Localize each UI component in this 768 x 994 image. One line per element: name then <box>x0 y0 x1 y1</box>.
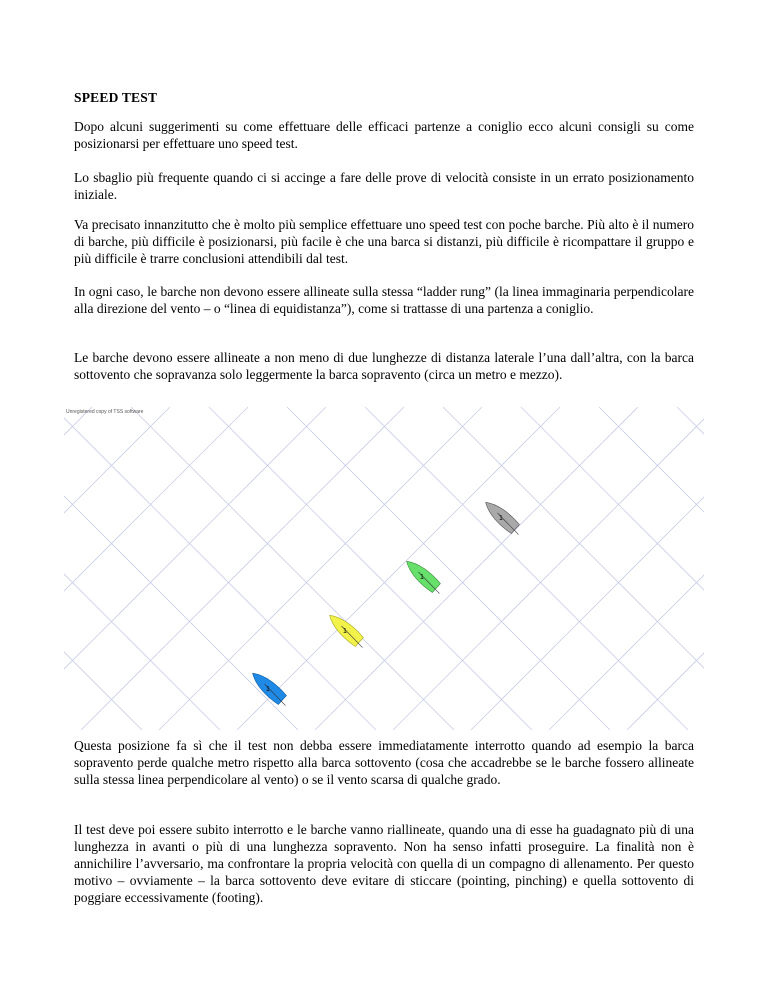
boat-blue <box>248 668 291 709</box>
paragraph: Dopo alcuni suggerimenti su come effettuare delle efficaci partenze a coniglio ecco alcuni consigli su come posizionarsi per effettuare uno speed test. <box>74 119 694 151</box>
watermark-text: Unregistered copy of TSS software <box>66 409 144 415</box>
boat-positioning-figure <box>64 407 704 730</box>
boat-number: 1 <box>499 515 503 522</box>
paragraph: Il test deve poi essere subito interrotto e le barche vanno riallineate, quando una di esse ha guadagnato più di una lunghezza in avanti o più di una lunghezza sopravento. Non ha senso infatti proseguire. La finalità non è annichilire l’avversario, ma confrontare la propria velocità con quella di un compagno di allenamento. Per questo motivo – ovviamente – la barca sottovento deve evitare di sticcare (pointing, pinching) e quella sottovento di poggiare eccessivamente (footing). <box>74 822 694 905</box>
boat-yellow <box>325 610 368 651</box>
grid-line <box>287 407 610 730</box>
boat-number: 1 <box>266 686 270 693</box>
grid-line <box>131 407 454 730</box>
figure-canvas <box>64 407 704 730</box>
grid-line <box>64 407 248 730</box>
grid-line <box>549 407 704 730</box>
boat-number: 1 <box>343 628 347 635</box>
paragraph: Va precisato innanzitutto che è molto più semplice effettuare uno speed test con poche barche. Più alto è il numero di barche, più difficile è posizionarsi, più facile è che una barca si distanzi, più difficile è ricompattare il gruppo e più difficile è trarre conclusioni attendibili dal test. <box>74 217 694 266</box>
grid-line <box>521 407 704 730</box>
grid-line <box>443 407 704 730</box>
grid-line <box>64 407 142 730</box>
paragraph: Lo sbaglio più frequente quando ci si accinge a fare delle prove di velocità consiste in un errato posizionamento iniziale. <box>74 170 694 202</box>
boat-number: 1 <box>420 574 424 581</box>
grid-line <box>64 407 376 730</box>
paragraph: Questa posizione fa sì che il test non debba essere immediatamente interrotto quando ad esempio la barca sopravento perde qualche metro rispetto alla barca sottovento (cosa che accadrebbe se le barche fossero allineate sulla stessa linea perpendicolare al vento) o se il vento scarsa di qualche grado. <box>74 738 694 787</box>
boat-green <box>402 556 445 597</box>
grid-line <box>64 407 326 730</box>
grid-line <box>471 407 704 730</box>
paragraph: Le barche devono essere allineate a non meno di due lunghezze di distanza laterale l’una dall’altra, con la barca sottovento che sopravanza solo leggermente la barca sopravento (circa un metro e mezzo). <box>74 350 694 382</box>
grid-line <box>159 407 482 730</box>
grid-line <box>64 407 220 730</box>
grid-line <box>81 407 404 730</box>
grid-line <box>64 407 170 730</box>
grid-line <box>237 407 560 730</box>
grid-line <box>64 407 92 730</box>
grid-line <box>627 407 704 730</box>
grid-line <box>315 407 638 730</box>
wind-grid <box>64 407 704 730</box>
boat-grey <box>481 497 524 538</box>
grid-line <box>393 407 704 730</box>
document-title: SPEED TEST <box>74 90 158 105</box>
grid-line <box>599 407 704 730</box>
grid-line <box>677 407 704 730</box>
paragraph: In ogni caso, le barche non devono essere allineate sulla stessa “ladder rung” (la linea immaginaria perpendicolare alla direzione del vento – o “linea di equidistanza”), come si trattasse di una partenza a coniglio. <box>74 284 694 316</box>
